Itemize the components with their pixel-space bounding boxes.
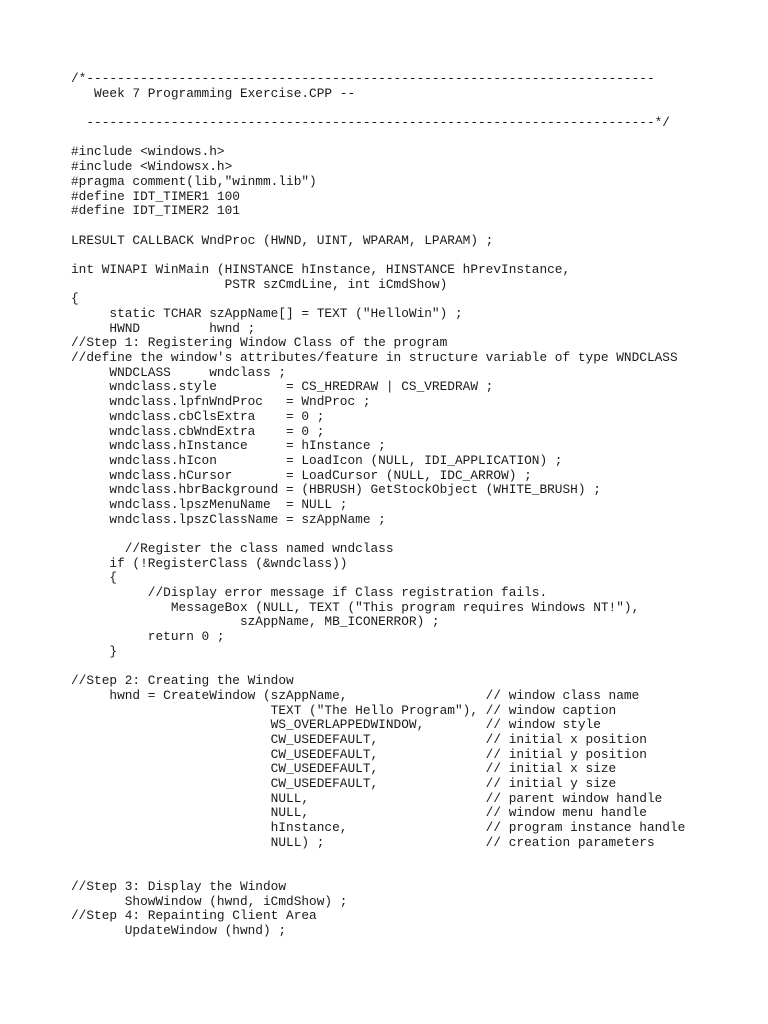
code-line: --------------------------------------------------------------------------*/: [71, 115, 670, 131]
code-line: PSTR szCmdLine, int iCmdShow): [71, 276, 448, 292]
code-line: WNDCLASS wndclass ;: [71, 364, 287, 380]
code-line: //Step 1: Registering Window Class of the program: [71, 335, 448, 351]
code-line: hInstance, // program instance handle: [71, 820, 686, 836]
code-line: //Step 3: Display the Window: [71, 878, 287, 894]
code-line: wndclass.hInstance = hInstance ;: [71, 438, 386, 454]
code-line: int WINAPI WinMain (HINSTANCE hInstance, HINSTANCE hPrevInstance,: [71, 261, 571, 277]
code-line: LRESULT CALLBACK WndProc (HWND, UINT, WPARAM, LPARAM) ;: [71, 232, 494, 248]
code-line: TEXT ("The Hello Program"), // window caption: [71, 702, 617, 718]
code-line: [71, 850, 685, 865]
code-line: Week 7 Programming Exercise.CPP --: [71, 85, 356, 101]
code-line: HWND hwnd ;: [71, 320, 256, 336]
code-line: wndclass.style = CS_HREDRAW | CS_VREDRAW ;: [71, 379, 494, 395]
code-line: CW_USEDEFAULT, // initial y position: [71, 746, 647, 762]
code-line: [71, 865, 685, 880]
code-line: //define the window's attributes/feature in structure variable of type WNDCLASS: [71, 350, 678, 366]
code-line: [71, 101, 685, 116]
code-line: ShowWindow (hwnd, iCmdShow) ;: [71, 893, 348, 909]
code-line: MessageBox (NULL, TEXT ("This program requires Windows NT!"),: [71, 599, 640, 615]
code-line: if (!RegisterClass (&wndclass)): [71, 555, 348, 571]
code-line: NULL, // parent window handle: [71, 790, 663, 806]
code-line: //Register the class named wndclass: [71, 541, 394, 556]
code-line: wndclass.cbWndExtra = 0 ;: [71, 423, 325, 439]
code-line: [71, 660, 685, 675]
code-line: CW_USEDEFAULT, // initial x size: [71, 761, 617, 777]
code-line: [71, 527, 685, 542]
code-line: wndclass.lpfnWndProc = WndProc ;: [71, 394, 371, 410]
code-line: wndclass.hCursor = LoadCursor (NULL, IDC_ARROW) ;: [71, 467, 532, 483]
code-line: CW_USEDEFAULT, // initial y size: [71, 776, 617, 791]
code-line: #include <Windowsx.h>: [71, 159, 233, 175]
code-listing: [71, 72, 685, 939]
code-line: /*--------------------------------------------------------------------------: [71, 71, 655, 86]
code-line: [71, 131, 685, 146]
code-line: #define IDT_TIMER2 101: [71, 203, 240, 219]
code-line: {: [71, 570, 118, 586]
code-line: szAppName, MB_ICONERROR) ;: [71, 614, 440, 630]
code-line: //Step 2: Creating the Window: [71, 673, 294, 689]
code-line: static TCHAR szAppName[] = TEXT ("HelloWin") ;: [71, 306, 463, 321]
code-line: #include <windows.h>: [71, 144, 225, 160]
code-line: #pragma comment(lib,"winmm.lib"): [71, 173, 317, 189]
code-line: return 0 ;: [71, 629, 225, 645]
code-line: wndclass.lpszMenuName = NULL ;: [71, 496, 348, 512]
code-line: wndclass.lpszClassName = szAppName ;: [71, 511, 386, 527]
code-line: //Step 4: Repainting Client Area: [71, 908, 317, 924]
code-line: NULL, // window menu handle: [71, 805, 647, 821]
code-line: wndclass.hIcon = LoadIcon (NULL, IDI_APPLICATION) ;: [71, 452, 563, 468]
code-line: [71, 248, 685, 263]
code-line: wndclass.hbrBackground = (HBRUSH) GetStockObject (WHITE_BRUSH) ;: [71, 482, 601, 498]
code-line: {: [71, 291, 79, 307]
code-line: NULL) ; // creation parameters: [71, 834, 655, 850]
code-line: #define IDT_TIMER1 100: [71, 188, 240, 204]
code-line: [71, 219, 685, 234]
code-line: hwnd = CreateWindow (szAppName, // window class name: [71, 687, 640, 703]
code-line: CW_USEDEFAULT, // initial x position: [71, 731, 647, 747]
code-line: //Display error message if Class registration fails.: [71, 585, 548, 601]
code-line: }: [71, 643, 118, 659]
code-line: UpdateWindow (hwnd) ;: [71, 922, 287, 938]
code-line: wndclass.cbClsExtra = 0 ;: [71, 408, 325, 424]
code-line: WS_OVERLAPPEDWINDOW, // window style: [71, 717, 601, 733]
